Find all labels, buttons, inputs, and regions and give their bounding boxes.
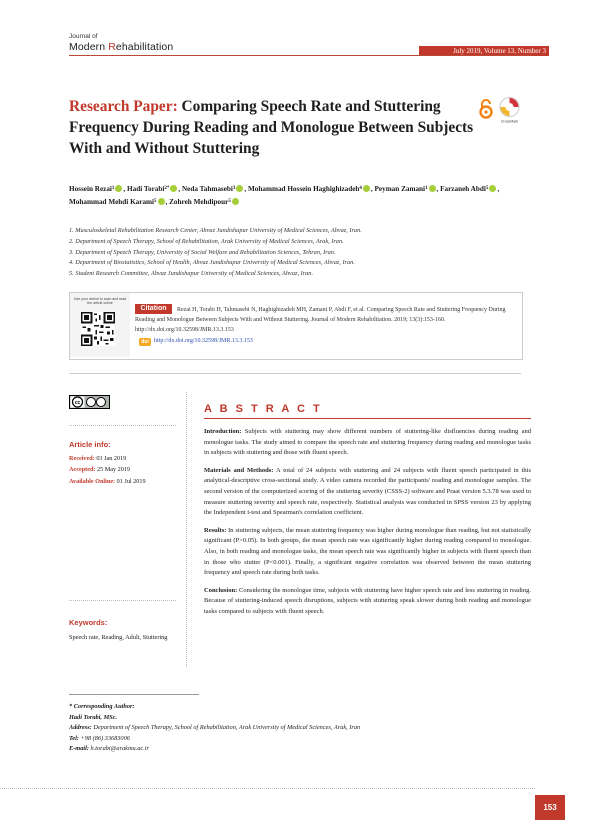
journal-name-rest: ehabilitation: [115, 41, 174, 53]
abstract-introduction: [204, 427, 531, 459]
corresponding-label: * Corresponding Author:: [69, 703, 135, 710]
abstract-rule: [204, 418, 531, 419]
intro-label: Introduction:: [204, 428, 242, 435]
affiliation-item: 2. Department of Speech Therapy, School of Rehabilitation, Arak University of Medical Sciences, Arak, Iran.: [69, 237, 344, 245]
author-name-text: Farzaneh Abdi: [440, 185, 486, 193]
orcid-icon[interactable]: [158, 198, 165, 205]
tel-text: +98 (86) 33683006: [78, 734, 130, 742]
author-affiliation-sup: 1: [425, 186, 428, 191]
journal-name-r: R: [108, 41, 116, 53]
crossmark-icon[interactable]: [497, 96, 522, 124]
doi-link[interactable]: http://dx.doi.org/10.32598/JMR.13.3.153: [154, 338, 253, 344]
accepted-row: [69, 464, 179, 475]
keywords-text: Speech rate, Reading, Adult, Stuttering: [69, 634, 168, 641]
issue-info: July 2019, Volume 13, Number 3: [453, 47, 546, 55]
author-name-text: Zohreh Mehdipour: [169, 197, 229, 206]
conclusion-label: Conclusion:: [204, 586, 238, 594]
corresponding-author: [69, 702, 531, 755]
journal-small-label: Journal of: [69, 33, 98, 40]
orcid-icon[interactable]: [115, 185, 122, 192]
tel-label: Tel:: [69, 734, 79, 742]
abstract-title: A B S T R A C T: [204, 403, 323, 415]
journal-name: [69, 41, 173, 53]
author-affiliation-sup: 2*: [164, 186, 170, 191]
author-name: [127, 185, 178, 193]
citation-badge: Citation: [135, 304, 172, 314]
header-rule: [69, 55, 531, 56]
paper-title-text: Comparing Speech Rate and Stuttering Frequency During Reading and Monologue Between Subjects With and Without Stuttering: [69, 98, 474, 157]
paper-title: [69, 96, 479, 159]
author-name: [69, 198, 166, 206]
author-affiliation-sup: 5: [228, 198, 231, 204]
received-date: 03 Jan 2019: [96, 455, 127, 462]
affiliation-item: 5. Student Research Committee, Ahvaz Jundishapur University of Medical Sciences, Ahvaz, Iran.: [69, 270, 314, 278]
author-name: [375, 185, 437, 193]
orcid-icon[interactable]: [489, 185, 496, 192]
methods-text: A total of 24 subjects with stuttering and 24 subjects with fluent speech participated in this analytical-descriptive cross-sectional study. A video camera recorded the participants' reading and monologue samples. The second version of the computerized scoring of the stuttering severity (CSSS-2) software and Praat version 5.3.78 was used to measure stuttering severity and speech rate, respectively. Statistical analysis was conducted in SPSS version 23 by applying the Independent t-test and Spearman's correlation coefficient.: [204, 466, 531, 517]
crossmark-label: CrossMark: [500, 119, 519, 124]
author-affiliation-sup: 1: [111, 186, 115, 191]
citation-text: Rezai H, Torabi H, Tahmasebi N, Haghighizadeh MH, Zamani P, Abdi F, et al. Comparing Speech Rate and Stuttering Frequency During Reading and Monologue Between Subjects With and Without Stuttering. Journal of Modern Rehabilitation. 2019; 13(3):153-160. http://dx.doi.org/10.32598/JMR.13.3.153: [135, 307, 506, 333]
online-date: 01 Jul 2019: [116, 477, 146, 485]
author-name: [440, 185, 497, 193]
author-name: [69, 185, 123, 193]
accepted-label: Accepted:: [69, 466, 96, 474]
author-affiliation-sup: 4: [359, 186, 362, 191]
affiliation-item: 3. Department of Speech Therapy, University of Social Welfare and Rehabilitation Sciences, Tehran, Iran.: [69, 248, 336, 256]
abstract-conclusion: [204, 586, 531, 618]
conclusion-text: Considering the monologue time, subjects with stuttering have higher speech rate and less stuttering in reading. Because of stuttering-induced speech disruptions, subjects with stuttering speak slower during both reading and monologue tasks compared to subjects with fluent speech.: [204, 586, 531, 615]
section-divider: [69, 373, 521, 374]
accepted-date: 25 May 2019: [97, 466, 131, 474]
author-list: Hossein Rezai$^1$ , Hadi Torabi$^{2*}$ , Neda Tahmasebi$^3$ , Mohammad Hossein Haghighizadeh$^4$ , Peyman Zamani$^1$ , Farzaneh Abdi$^5$ , Mohammad Mehdi Karami$^5$ , Zohreh Mehdipour$^5$: [69, 185, 500, 206]
orcid-icon[interactable]: [429, 185, 436, 192]
results-text: In stuttering subjects, the mean stuttering frequency was higher during monologue than reading, but not statistically significant (P>0.05). In both groups, the mean speech rate was significantly higher during reading compared to monologue. Also, in both reading and monologue tasks, the mean speech rate was significantly higher in subjects with fluent speech than in those who stutter (P<0.001). Finally, a significant negative correlation was observed between the mean stuttering frequency and speech rate during both tasks.: [204, 526, 531, 577]
orcid-icon[interactable]: [232, 198, 239, 205]
address-label: Address:: [69, 724, 92, 731]
left-divider-2: [69, 600, 176, 601]
author-name-text: Peyman Zamani: [374, 185, 426, 193]
author-name-text: Mohammad Mehdi Karami: [69, 197, 155, 206]
corresponding-name: Hadi Torabi, MSc.: [69, 713, 118, 721]
author-name: [169, 198, 240, 206]
orcid-icon[interactable]: [170, 185, 177, 192]
intro-text: Subjects with stuttering may show different numbers of stuttering-like disfluencies during reading and monologue tasks. The study aimed to compare the speech rate and stuttering frequency during reading and monologue tasks in subjects with stuttering and those with fluent speech.: [204, 428, 531, 457]
page-number: 153: [535, 795, 565, 820]
bottom-rule: [0, 788, 535, 789]
methods-label: Materials and Methods:: [204, 466, 274, 474]
received-label: Received:: [69, 455, 95, 462]
author-affiliation-sup: 3: [232, 186, 236, 191]
qr-caption: Use your device to scan and read the article online: [73, 297, 127, 305]
orcid-icon[interactable]: [363, 185, 370, 192]
affiliation-item: 4. Department of Biostatistics, School of Health, Ahvaz Jundishapur University of Medical Sciences, Ahvaz, Iran.: [69, 259, 355, 267]
journal-name-m: M: [69, 41, 78, 53]
abstract-methods: [204, 466, 531, 519]
abstract-body: [204, 427, 531, 625]
article-info: [69, 453, 179, 487]
author-affiliation-sup: 5: [485, 186, 489, 191]
doi-icon: doi: [139, 338, 151, 346]
received-row: [69, 453, 179, 464]
open-access-icon: [478, 99, 494, 119]
creative-commons-icon[interactable]: [69, 395, 110, 409]
results-label: Results:: [204, 526, 227, 534]
author-name-text: Hossein Rezai: [69, 185, 112, 193]
abstract-results: [204, 526, 531, 579]
author-name: [182, 185, 244, 193]
left-divider: [69, 425, 176, 426]
journal-name-odern: odern: [77, 41, 109, 53]
author-name-text: Neda Tahmasebi: [181, 185, 233, 193]
online-row: [69, 476, 179, 487]
affiliation-item: 1. Musculoskeletal Rehabilitation Research Center, Ahvaz Jundishapur University of Medical Sciences, Ahvaz, Iran.: [69, 227, 362, 234]
email-label: E-mail:: [69, 745, 89, 752]
author-name-text: Hadi Torabi: [127, 185, 165, 193]
keywords-title: Keywords:: [69, 618, 108, 627]
affiliation-list: [69, 226, 531, 280]
author-affiliation-sup: 5: [154, 198, 157, 204]
address-text: Department of Speech Therapy, School of Rehabilitation, Arak University of Medical Sciences, Arak, Iran: [91, 724, 361, 731]
online-label: Available Online:: [69, 477, 116, 485]
paper-type-label: Research Paper:: [69, 98, 178, 115]
column-divider: [186, 392, 187, 667]
qr-code-icon[interactable]: [81, 312, 115, 346]
author-name: [248, 185, 371, 193]
email-text[interactable]: h.torabi@arakmu.ac.ir: [88, 745, 149, 752]
article-info-title: Article info:: [69, 440, 111, 449]
author-name-text: Mohammad Hossein Haghighizadeh: [248, 185, 360, 193]
orcid-icon[interactable]: [236, 185, 243, 192]
footnote-rule: [69, 694, 199, 695]
cc-label: cc: [74, 400, 81, 406]
